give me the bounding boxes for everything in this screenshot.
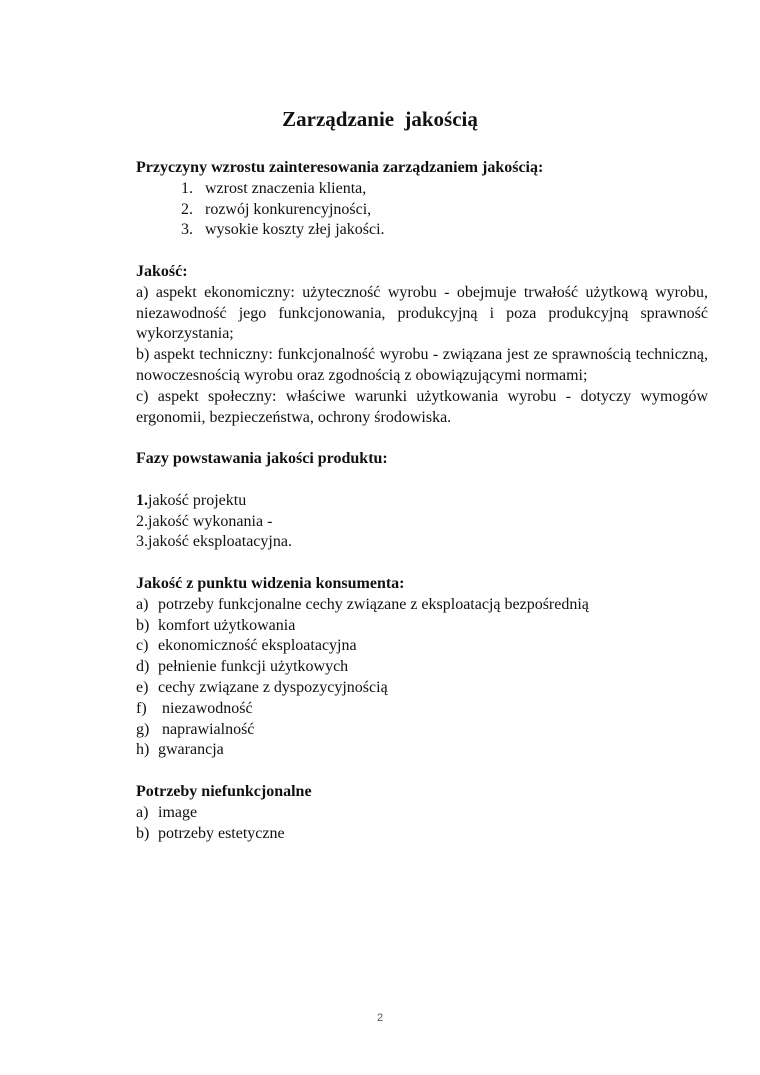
konsument-list <box>136 595 708 761</box>
list-item <box>136 179 708 200</box>
list-item-letter: a) <box>136 595 149 613</box>
list-item-text: komfort użytkowania <box>158 616 296 634</box>
paragraph-aspekt-ekonomiczny: a) aspekt ekonomiczny: użyteczność wyrobu - obejmuje trwałość użytkową wyrobu, niezawodność jego funkcjonowania, produkcyjną i poza produkcyjną sprawność wykorzystania; <box>136 283 708 343</box>
page-title: Zarządzanie jakością <box>282 107 478 131</box>
list-item-letter: e) <box>136 678 149 696</box>
list-item-number: 1. <box>136 491 148 509</box>
list-item-number: 1. <box>181 179 193 197</box>
list-item <box>136 200 708 221</box>
list-item <box>136 657 708 678</box>
list-item-letter: c) <box>136 637 149 655</box>
list-item-letter: b) <box>136 616 150 634</box>
section-heading-konsument: Jakość z punktu widzenia konsumenta: <box>136 574 405 592</box>
list-item-text: ekonomiczność eksploatacyjna <box>158 637 357 655</box>
list-item-text: jakość eksploatacyjna. <box>148 533 292 551</box>
section-heading-fazy: Fazy powstawania jakości produktu: <box>136 450 388 468</box>
list-item <box>136 512 708 533</box>
list-item-text: rozwój konkurencyjności, <box>205 200 372 218</box>
list-item-text: wysokie koszty złej jakości. <box>205 221 385 239</box>
list-item-text: naprawialność <box>158 720 255 738</box>
list-item-text: potrzeby estetyczne <box>158 824 285 842</box>
list-item <box>136 678 708 699</box>
list-item <box>136 491 708 512</box>
niefunkcjonalne-list <box>136 803 708 845</box>
list-item-letter: g) <box>136 720 150 738</box>
list-item-text: cechy związane z dyspozycyjnością <box>158 678 388 696</box>
list-item-letter: f) <box>136 699 147 717</box>
section-heading-niefunkcjonalne: Potrzeby niefunkcjonalne <box>136 782 312 800</box>
document-body <box>136 158 708 844</box>
list-item <box>136 699 708 720</box>
list-item-text: potrzeby funkcjonalne cechy związane z eksploatacją bezpośrednią <box>158 595 589 613</box>
list-item-text: gwarancja <box>158 741 224 759</box>
spacer <box>136 553 708 574</box>
list-item-text: jakość wykonania - <box>148 512 273 530</box>
list-item-letter: h) <box>136 741 150 759</box>
list-item <box>136 595 708 616</box>
list-item-text: pełnienie funkcji użytkowych <box>158 658 349 676</box>
list-item-number: 3. <box>136 533 148 551</box>
list-item <box>136 803 708 824</box>
spacer <box>136 761 708 782</box>
paragraph-aspekt-spoleczny: c) aspekt społeczny: właściwe warunki użytkowania wyrobu - dotyczy wymogów ergonomii, bezpieczeństwa, ochrony środowiska. <box>136 387 708 426</box>
list-item <box>136 220 708 241</box>
list-item-text: image <box>158 803 198 821</box>
przyczyny-list <box>136 179 708 241</box>
paragraph-aspekt-techniczny: b) aspekt techniczny: funkcjonalność wyrobu - związana jest ze sprawnością techniczną, nowoczesnością wyrobu oraz zgodnością z obowiązującymi normami; <box>136 346 708 384</box>
list-item-text: niezawodność <box>158 699 253 717</box>
list-item-letter: a) <box>136 803 149 821</box>
section-heading-jakosc: Jakość: <box>136 262 188 280</box>
list-item <box>136 636 708 657</box>
list-item <box>136 616 708 637</box>
list-item-number: 3. <box>181 221 193 239</box>
spacer <box>136 241 708 262</box>
list-item <box>136 740 708 761</box>
list-item-text: wzrost znaczenia klienta, <box>205 179 367 197</box>
list-item-letter: d) <box>136 658 150 676</box>
section-heading-przyczyny: Przyczyny wzrostu zainteresowania zarządzaniem jakością: <box>136 159 544 176</box>
spacer <box>136 428 708 449</box>
list-item-text: jakość projektu <box>148 491 247 509</box>
list-item <box>136 720 708 741</box>
list-item-number: 2. <box>136 512 148 530</box>
list-item-letter: b) <box>136 824 150 842</box>
list-item-number: 2. <box>181 200 193 218</box>
list-item <box>136 532 708 553</box>
list-item <box>136 824 708 845</box>
page-number: 2 <box>376 1012 384 1024</box>
spacer <box>136 470 708 491</box>
